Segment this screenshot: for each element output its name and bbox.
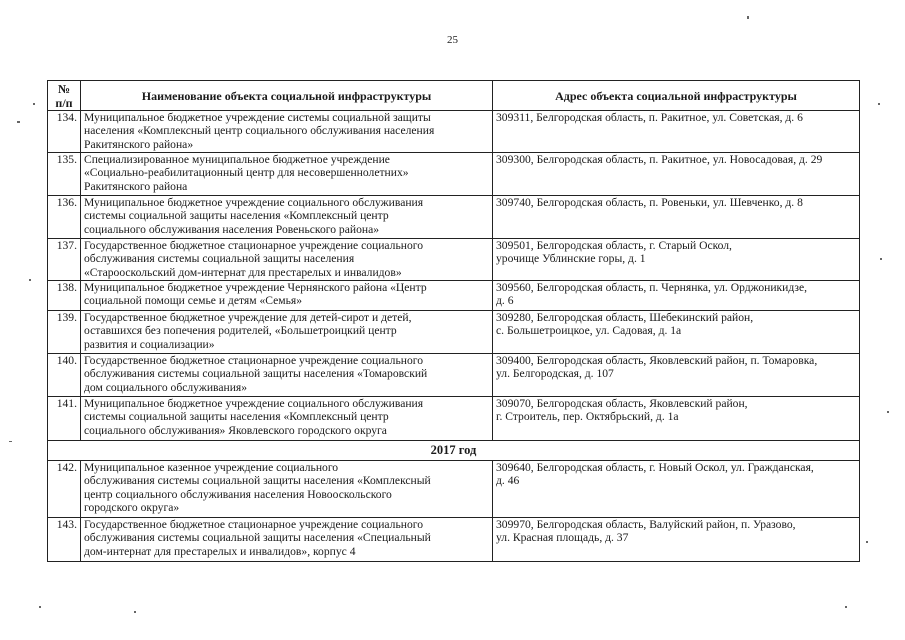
- scan-speck: [9, 441, 12, 442]
- row-number: 134.: [48, 111, 81, 153]
- object-address: 309300, Белгородская область, п. Ракитное, ул. Новосадовая, д. 29: [493, 153, 860, 196]
- object-name: Государственное бюджетное стационарное учреждение социального обслуживания системы социальной защиты населения «Специальный дом-интернат для престарелых и инвалидов», корпус 4: [81, 518, 493, 562]
- row-number: 135.: [48, 153, 81, 196]
- table-row: [48, 518, 860, 562]
- social-infrastructure-table: [47, 80, 860, 562]
- object-name: Государственное бюджетное стационарное учреждение социального обслуживания системы социальной защиты населения «Старооскольский дом-интернат для престарелых и инвалидов»: [81, 239, 493, 281]
- year-heading: 2017 год: [48, 441, 860, 461]
- scan-speck: [29, 279, 31, 281]
- table-row: [48, 354, 860, 397]
- row-number: 139.: [48, 311, 81, 354]
- table-row: [48, 111, 860, 153]
- row-number: 138.: [48, 281, 81, 311]
- table-header-row: [48, 81, 860, 111]
- object-name: Государственное бюджетное стационарное учреждение социального обслуживания системы социальной защиты населения «Томаровский дом социального обслуживания»: [81, 354, 493, 397]
- scan-speck: [747, 16, 749, 19]
- row-number: 143.: [48, 518, 81, 562]
- scan-speck: [17, 121, 20, 123]
- scan-speck: [845, 606, 847, 608]
- table-row: [48, 281, 860, 311]
- column-header-number: № п/п: [48, 81, 81, 111]
- object-name: Муниципальное бюджетное учреждение социального обслуживания системы социальной защиты населения «Комплексный центр социального обслуживания населения Ровеньского района»: [81, 196, 493, 239]
- object-address: 309740, Белгородская область, п. Ровеньки, ул. Шевченко, д. 8: [493, 196, 860, 239]
- row-number: 142.: [48, 461, 81, 518]
- page-number: 25: [447, 34, 458, 46]
- object-address: 309280, Белгородская область, Шебекинский район, с. Большетроицкое, ул. Садовая, д. 1а: [493, 311, 860, 354]
- scan-speck: [887, 411, 889, 413]
- object-name: Муниципальное бюджетное учреждение Чернянского района «Центр социальной помощи семье и детям «Семья»: [81, 281, 493, 311]
- object-name: Специализированное муниципальное бюджетное учреждение «Социально-реабилитационный центр для несовершеннолетних» Ракитянского района: [81, 153, 493, 196]
- object-name: Государственное бюджетное учреждение для детей-сирот и детей, оставшихся без попечения родителей, «Большетроицкий центр развития и социализации»: [81, 311, 493, 354]
- row-number: 137.: [48, 239, 81, 281]
- row-number: 141.: [48, 397, 81, 441]
- scan-speck: [866, 541, 868, 543]
- scan-speck: [880, 258, 882, 260]
- column-header-address: Адрес объекта социальной инфраструктуры: [493, 81, 860, 111]
- object-address: 309501, Белгородская область, г. Старый Оскол, урочище Ублинские горы, д. 1: [493, 239, 860, 281]
- object-address: 309311, Белгородская область, п. Ракитное, ул. Советская, д. 6: [493, 111, 860, 153]
- table-row: [48, 153, 860, 196]
- object-address: 309560, Белгородская область, п. Чернянка, ул. Орджоникидзе, д. 6: [493, 281, 860, 311]
- table-row: [48, 311, 860, 354]
- object-name: Муниципальное бюджетное учреждение системы социальной защиты населения «Комплексный центр социального обслуживания населения Ракитянского района»: [81, 111, 493, 153]
- object-address: 309400, Белгородская область, Яковлевский район, п. Томаровка, ул. Белгородская, д. 107: [493, 354, 860, 397]
- object-address: 309640, Белгородская область, г. Новый Оскол, ул. Гражданская, д. 46: [493, 461, 860, 518]
- scan-speck: [878, 103, 880, 105]
- scan-speck: [33, 103, 35, 105]
- object-name: Муниципальное бюджетное учреждение социального обслуживания системы социальной защиты населения «Комплексный центр социального обслуживания» Яковлевского городского округа: [81, 397, 493, 441]
- row-number: 140.: [48, 354, 81, 397]
- object-name: Муниципальное казенное учреждение социального обслуживания системы социальной защиты населения «Комплексный центр социального обслуживания населения Новооскольского городского округа»: [81, 461, 493, 518]
- table-row: [48, 239, 860, 281]
- object-address: 309070, Белгородская область, Яковлевский район, г. Строитель, пер. Октябрьский, д. 1а: [493, 397, 860, 441]
- table-row: [48, 397, 860, 441]
- table-row: [48, 196, 860, 239]
- column-header-name: Наименование объекта социальной инфраструктуры: [81, 81, 493, 111]
- scan-speck: [134, 611, 136, 613]
- scan-speck: [39, 606, 41, 608]
- table-row: [48, 461, 860, 518]
- object-address: 309970, Белгородская область, Валуйский район, п. Уразово, ул. Красная площадь, д. 37: [493, 518, 860, 562]
- row-number: 136.: [48, 196, 81, 239]
- year-heading-row: [48, 441, 860, 461]
